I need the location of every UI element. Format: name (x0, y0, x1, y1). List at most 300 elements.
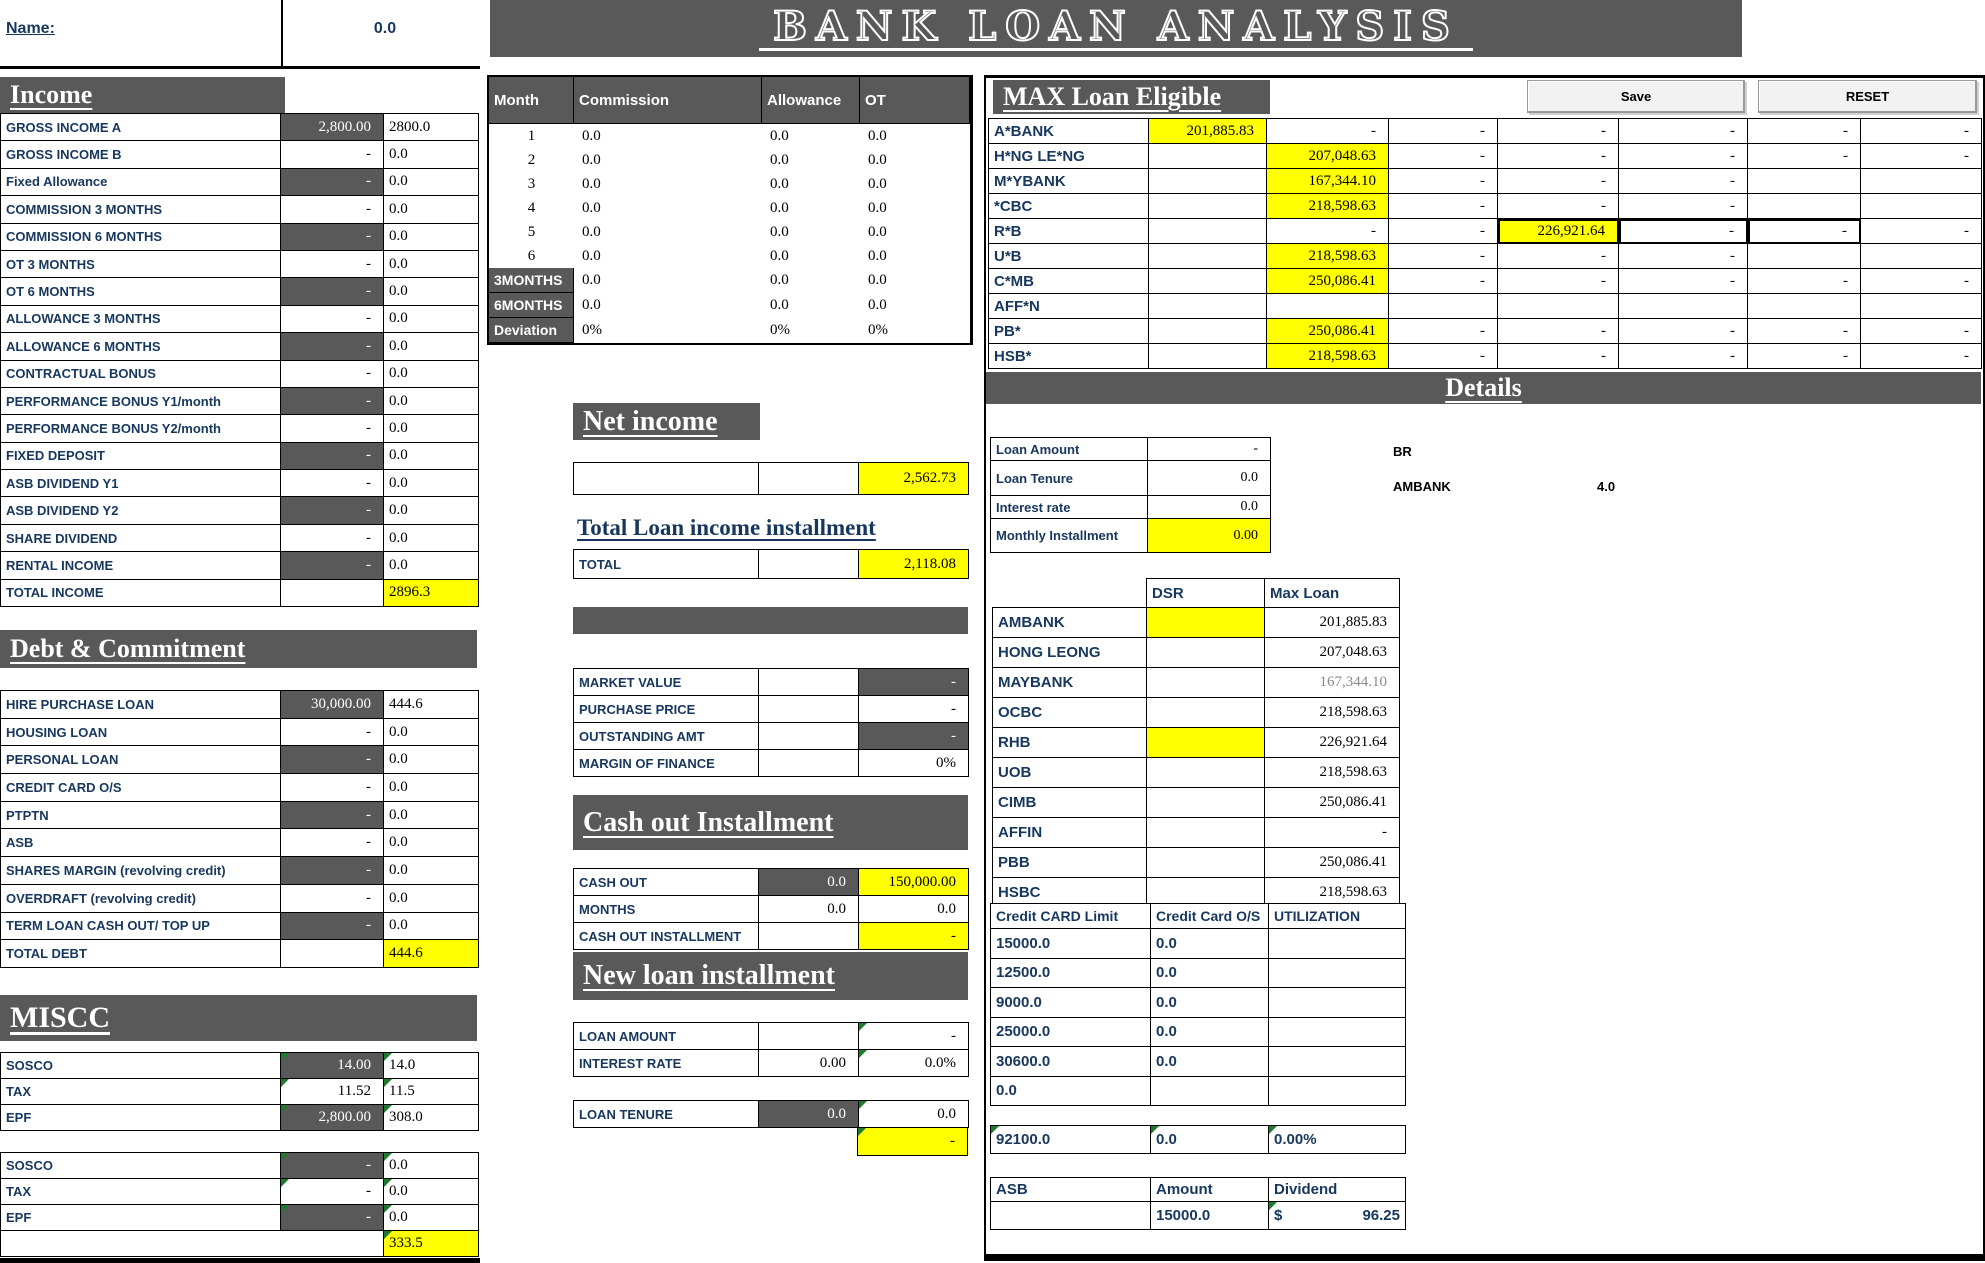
income-value-cell[interactable]: 0.0 (384, 361, 479, 388)
bank-eligibility-cell[interactable]: - (1389, 219, 1498, 244)
miscc-row-label (1, 1231, 384, 1257)
debt-row-label: SHARES MARGIN (revolving credit) (1, 857, 281, 885)
debt-value-cell[interactable]: 0.0 (384, 913, 479, 941)
income-value-cell[interactable]: 2800.0 (384, 114, 479, 141)
bank-eligibility-cell[interactable]: - (1619, 219, 1748, 244)
month-value-cell[interactable]: 0.0 (868, 199, 887, 216)
income-input-cell[interactable]: - (281, 497, 384, 524)
aggregate-value-cell[interactable]: 0% (770, 322, 790, 338)
credit-card-total-limit[interactable]: 92100.0 (991, 1126, 1151, 1154)
credit-card-cell[interactable] (1269, 1077, 1406, 1107)
debt-value-cell[interactable]: 0.0 (384, 746, 479, 774)
debt-input-cell[interactable]: - (281, 829, 384, 857)
income-value-cell[interactable]: 0.0 (384, 525, 479, 552)
dsr-value-cell[interactable] (1147, 668, 1265, 698)
bank-row-name: M*YBANK (989, 169, 1149, 194)
name-label: Name: (6, 20, 55, 37)
dsr-value-cell[interactable] (1147, 788, 1265, 818)
miscc-input-cell[interactable]: 11.52 (281, 1079, 384, 1105)
bank-eligibility-cell[interactable]: 207,048.63 (1267, 144, 1389, 169)
dsr-value-cell[interactable] (1147, 638, 1265, 668)
dsr-value-cell[interactable] (1147, 818, 1265, 848)
miscc-input-cell[interactable]: - (281, 1179, 384, 1205)
dsr-value-cell[interactable] (1147, 848, 1265, 878)
bank-eligibility-cell[interactable]: - (1498, 244, 1619, 269)
bank-eligibility-cell[interactable] (1389, 294, 1498, 319)
details-table (990, 437, 1271, 553)
cash-out-value-cell[interactable]: - (859, 923, 969, 950)
month-value-cell[interactable]: 0.0 (582, 199, 601, 216)
details-value-cell[interactable]: - (1148, 438, 1271, 461)
income-row-label: RENTAL INCOME (1, 552, 281, 579)
bank-eligibility-cell[interactable] (1748, 294, 1861, 319)
max-loan-value-cell[interactable]: 218,598.63 (1265, 698, 1400, 728)
income-row-label: OT 6 MONTHS (1, 278, 281, 305)
bank-eligibility-cell[interactable]: 218,598.63 (1267, 244, 1389, 269)
bank-eligibility-cell[interactable] (1149, 219, 1267, 244)
bank-eligibility-cell[interactable]: - (1619, 344, 1748, 369)
aggregate-value-cell[interactable]: 0.0 (770, 272, 789, 288)
month-value-cell[interactable]: 0.0 (868, 151, 887, 168)
credit-card-cell[interactable]: 12500.0 (991, 959, 1151, 989)
property-mid-cell[interactable] (759, 696, 859, 723)
bank-eligibility-cell[interactable] (1861, 244, 1982, 269)
credit-card-cell[interactable]: 0.0 (1151, 1047, 1269, 1077)
debt-row-label: CREDIT CARD O/S (1, 774, 281, 802)
bank-eligibility-cell[interactable] (1619, 294, 1748, 319)
income-input-cell[interactable] (281, 580, 384, 607)
month-value-cell[interactable]: 0.0 (770, 199, 789, 216)
income-row-label: SHARE DIVIDEND (1, 525, 281, 552)
income-section-title: Income (10, 80, 93, 109)
bank-eligibility-cell[interactable] (1149, 294, 1267, 319)
dsr-value-cell[interactable] (1147, 758, 1265, 788)
max-loan-value-cell[interactable]: 250,086.41 (1265, 848, 1400, 878)
property-row-label: MARGIN OF FINANCE (574, 750, 759, 777)
credit-card-cell[interactable] (1269, 988, 1406, 1018)
income-value-cell[interactable]: 0.0 (384, 415, 479, 442)
miscc-row-label: TAX (1, 1179, 281, 1205)
debt-value-cell[interactable]: 444.6 (384, 691, 479, 719)
property-value-cell[interactable]: 0% (859, 750, 969, 777)
debt-input-cell[interactable]: - (281, 746, 384, 774)
credit-card-cell[interactable]: 0.0 (1151, 988, 1269, 1018)
bank-eligibility-cell[interactable]: - (1619, 194, 1748, 219)
credit-card-cell[interactable] (1151, 1077, 1269, 1107)
cash-out-value-cell[interactable]: 0.0 (859, 896, 969, 923)
month-value-cell[interactable]: 0.0 (868, 127, 887, 144)
aggregate-value-cell[interactable]: 0% (582, 322, 602, 338)
bank-eligibility-cell[interactable]: - (1267, 219, 1389, 244)
bank-eligibility-cell[interactable]: - (1389, 319, 1498, 344)
bank-eligibility-cell[interactable]: - (1748, 319, 1861, 344)
details-row-label: Interest rate (991, 496, 1148, 519)
credit-card-cell[interactable]: 9000.0 (991, 988, 1151, 1018)
net-income-cell-1[interactable] (574, 463, 759, 495)
bank-eligibility-cell[interactable]: 201,885.83 (1149, 119, 1267, 144)
month-col-header: Month (489, 77, 574, 124)
bank-eligibility-cell[interactable] (1149, 144, 1267, 169)
asb-header: ASB (991, 1178, 1151, 1202)
property-row-label: OUTSTANDING AMT (574, 723, 759, 750)
month-value-cell[interactable]: 0.0 (582, 175, 601, 192)
cash-out-row-label: MONTHS (574, 896, 759, 923)
bank-eligibility-cell[interactable]: - (1389, 344, 1498, 369)
income-value-cell[interactable]: 0.0 (384, 141, 479, 168)
new-loan-installment-result[interactable]: - (857, 1127, 968, 1156)
income-row-label: Fixed Allowance (1, 169, 281, 196)
bank-eligibility-cell[interactable]: - (1498, 194, 1619, 219)
income-value-cell[interactable]: 0.0 (384, 470, 479, 497)
bank-eligibility-cell[interactable]: - (1389, 244, 1498, 269)
month-number: 3 (527, 175, 536, 192)
bank-eligibility-cell[interactable] (1149, 319, 1267, 344)
total-loan-income-title: Total Loan income installment (577, 515, 876, 540)
asb-amount-value[interactable]: 15000.0 (1151, 1202, 1269, 1230)
bank-eligibility-cell[interactable]: - (1861, 144, 1982, 169)
month-number: 1 (527, 127, 536, 144)
property-value-cell[interactable]: - (859, 723, 969, 750)
bank-eligibility-cell[interactable]: - (1748, 269, 1861, 294)
property-mid-cell[interactable] (759, 669, 859, 696)
income-row-label: PERFORMANCE BONUS Y2/month (1, 415, 281, 442)
cash-out-mid-cell[interactable]: 0.0 (759, 896, 859, 923)
income-value-cell[interactable]: 0.0 (384, 278, 479, 305)
new-loan-value-cell[interactable]: 0.0% (859, 1050, 969, 1077)
debt-input-cell[interactable]: - (281, 857, 384, 885)
bank-eligibility-cell[interactable]: - (1498, 119, 1619, 144)
month-value-cell[interactable]: 0.0 (582, 127, 601, 144)
aggregate-value-cell[interactable]: 0% (868, 322, 888, 338)
miscc-section-title: MISCC (10, 1001, 111, 1034)
month-value-cell[interactable]: 0.0 (582, 151, 601, 168)
bank-eligibility-cell[interactable] (1748, 194, 1861, 219)
reset-button[interactable]: RESET (1758, 80, 1977, 113)
miscc-value-cell[interactable]: 14.0 (384, 1053, 479, 1079)
details-bank-name: AMBANK (1393, 479, 1451, 494)
left-bottom-border (0, 1258, 480, 1263)
aggregate-value-cell[interactable]: 0.0 (868, 297, 887, 313)
new-loan-value-cell[interactable]: - (859, 1023, 969, 1050)
credit-card-cell[interactable] (1269, 929, 1406, 959)
bank-eligibility-cell[interactable]: - (1498, 169, 1619, 194)
debt-input-cell[interactable] (281, 940, 384, 968)
bank-eligibility-cell[interactable]: 218,598.63 (1267, 344, 1389, 369)
details-section-header (986, 372, 1981, 404)
credit-card-col-header: Credit CARD Limit (991, 904, 1151, 929)
month-value-cell[interactable]: 0.0 (770, 223, 789, 240)
details-value-cell[interactable]: 0.0 (1148, 461, 1271, 496)
month-value-cell[interactable]: 0.0 (582, 223, 601, 240)
cash-out-value-cell[interactable]: 150,000.00 (859, 869, 969, 896)
credit-card-table (990, 903, 1406, 1106)
miscc-value-cell[interactable]: 308.0 (384, 1105, 479, 1131)
income-input-cell[interactable]: - (281, 361, 384, 388)
credit-card-utilization[interactable]: 0.00% (1269, 1126, 1406, 1154)
bank-eligibility-cell[interactable]: - (1861, 344, 1982, 369)
income-input-cell[interactable]: - (281, 251, 384, 278)
bank-eligibility-cell[interactable] (1149, 194, 1267, 219)
total-cell-2[interactable] (759, 550, 859, 579)
bank-eligibility-cell[interactable] (1267, 294, 1389, 319)
credit-card-cell[interactable] (1269, 1047, 1406, 1077)
credit-card-cell[interactable]: 25000.0 (991, 1018, 1151, 1048)
aggregate-value-cell[interactable]: 0.0 (582, 272, 601, 288)
asb-dividend-value[interactable] (1269, 1202, 1406, 1230)
save-button[interactable]: Save (1527, 80, 1745, 113)
bank-eligibility-cell[interactable]: - (1748, 119, 1861, 144)
debt-input-cell[interactable]: - (281, 802, 384, 830)
income-input-cell[interactable]: - (281, 278, 384, 305)
bank-eligibility-cell[interactable] (1149, 344, 1267, 369)
month-value-cell[interactable]: 0.0 (868, 223, 887, 240)
max-loan-value-cell[interactable]: 167,344.10 (1265, 668, 1400, 698)
debt-input-cell[interactable]: - (281, 774, 384, 802)
bank-eligibility-cell[interactable]: - (1619, 244, 1748, 269)
dsr-bank-name: PBB (992, 848, 1147, 878)
bank-eligibility-cell[interactable]: - (1619, 319, 1748, 344)
bank-eligibility-cell[interactable] (1149, 269, 1267, 294)
bank-eligibility-cell[interactable] (1861, 169, 1982, 194)
max-loan-value-cell[interactable]: 218,598.63 (1265, 758, 1400, 788)
credit-card-cell[interactable] (1269, 959, 1406, 989)
property-mid-cell[interactable] (759, 723, 859, 750)
bank-eligibility-cell[interactable]: - (1389, 269, 1498, 294)
debt-value-cell[interactable]: 0.0 (384, 802, 479, 830)
loan-tenure-input[interactable]: 0.0 (759, 1101, 859, 1128)
miscc-input-cell[interactable]: - (281, 1205, 384, 1231)
income-value-cell[interactable]: 0.0 (384, 169, 479, 196)
debt-input-cell[interactable]: - (281, 913, 384, 941)
asb-dividend-amount: 96.25 (1362, 1207, 1400, 1224)
debt-input-cell[interactable]: - (281, 885, 384, 913)
debt-value-cell[interactable]: 0.0 (384, 719, 479, 747)
miscc-value-cell[interactable]: 0.0 (384, 1205, 479, 1231)
income-value-cell[interactable]: 0.0 (384, 306, 479, 333)
debt-value-cell[interactable]: 0.0 (384, 857, 479, 885)
bank-eligibility-cell[interactable]: 250,086.41 (1267, 269, 1389, 294)
credit-card-cell[interactable]: 0.0 (1151, 1018, 1269, 1048)
income-input-cell[interactable]: 2,800.00 (281, 114, 384, 141)
property-mid-cell[interactable] (759, 750, 859, 777)
debt-row-label: TERM LOAN CASH OUT/ TOP UP (1, 913, 281, 941)
income-value-cell[interactable]: 0.0 (384, 443, 479, 470)
debt-value-cell[interactable]: 0.0 (384, 829, 479, 857)
miscc-value-cell[interactable]: 0.0 (384, 1179, 479, 1205)
income-input-cell[interactable]: - (281, 224, 384, 251)
month-value-cell[interactable]: 0.0 (582, 247, 601, 264)
details-row-label: Loan Amount (991, 438, 1148, 461)
credit-card-cell[interactable] (1269, 1018, 1406, 1048)
bank-eligibility-cell[interactable]: 250,086.41 (1267, 319, 1389, 344)
credit-card-col-header: UTILIZATION (1269, 904, 1406, 929)
bank-eligibility-cell[interactable]: - (1619, 269, 1748, 294)
credit-card-cell[interactable]: 0.0 (1151, 929, 1269, 959)
total-label: TOTAL (574, 550, 759, 579)
debt-row-label: PERSONAL LOAN (1, 746, 281, 774)
credit-card-cell[interactable]: 30600.0 (991, 1047, 1151, 1077)
max-loan-value-cell[interactable]: 218,598.63 (1265, 878, 1400, 908)
br-label: BR (1393, 444, 1412, 459)
miscc-row-label: EPF (1, 1105, 281, 1131)
net-income-cell-2[interactable] (759, 463, 859, 495)
dsr-value-cell[interactable] (1147, 728, 1265, 758)
bank-eligibility-cell[interactable]: - (1861, 319, 1982, 344)
bank-eligibility-cell[interactable] (1149, 169, 1267, 194)
asb-dividend-header: Dividend (1269, 1178, 1406, 1202)
debt-value-cell[interactable]: 0.0 (384, 885, 479, 913)
bank-eligibility-cell[interactable]: - (1389, 169, 1498, 194)
aggregate-value-cell[interactable]: 0.0 (770, 297, 789, 313)
income-table (0, 113, 479, 607)
property-value-cell[interactable]: - (859, 696, 969, 723)
miscc-value-cell[interactable]: 333.5 (384, 1231, 479, 1257)
income-value-cell[interactable]: 0.0 (384, 333, 479, 360)
income-input-cell[interactable]: - (281, 306, 384, 333)
max-loan-value-cell[interactable]: - (1265, 818, 1400, 848)
month-value-cell[interactable]: 0.0 (770, 175, 789, 192)
bank-eligibility-cell[interactable]: - (1498, 269, 1619, 294)
bank-eligibility-cell[interactable]: - (1498, 319, 1619, 344)
max-loan-title: MAX Loan Eligible (1003, 82, 1222, 111)
income-value-cell[interactable]: 0.0 (384, 251, 479, 278)
month-value-cell[interactable]: 0.0 (868, 247, 887, 264)
bank-eligibility-cell[interactable] (1748, 244, 1861, 269)
property-value-cell[interactable]: - (859, 669, 969, 696)
bank-eligibility-cell[interactable]: - (1498, 344, 1619, 369)
credit-card-cell[interactable]: 15000.0 (991, 929, 1151, 959)
max-loan-value-cell[interactable]: 207,048.63 (1265, 638, 1400, 668)
month-value-cell[interactable]: 0.0 (770, 151, 789, 168)
income-input-cell[interactable]: - (281, 333, 384, 360)
total-loan-income-row (573, 549, 969, 579)
debt-value-cell[interactable]: 0.0 (384, 774, 479, 802)
debt-value-cell[interactable]: 444.6 (384, 940, 479, 968)
income-input-cell[interactable]: - (281, 196, 384, 223)
month-number: 4 (527, 199, 536, 216)
max-loan-value-cell[interactable]: 226,921.64 (1265, 728, 1400, 758)
income-input-cell[interactable]: - (281, 552, 384, 579)
cash-out-mid-cell[interactable]: 0.0 (759, 869, 859, 896)
miscc-input-cell[interactable]: - (281, 1153, 384, 1179)
bank-eligibility-cell[interactable]: - (1389, 119, 1498, 144)
bank-eligibility-cell[interactable]: - (1619, 169, 1748, 194)
asb-dividend-symbol: $ (1274, 1207, 1283, 1224)
debt-input-cell[interactable]: 30,000.00 (281, 691, 384, 719)
bank-eligibility-cell[interactable]: - (1861, 119, 1982, 144)
income-row-label: ASB DIVIDEND Y1 (1, 470, 281, 497)
miscc-input-cell[interactable]: 2,800.00 (281, 1105, 384, 1131)
loan-tenure-value[interactable]: 0.0 (859, 1101, 969, 1128)
dsr-value-cell[interactable] (1147, 698, 1265, 728)
month-value-cell[interactable]: 0.0 (770, 247, 789, 264)
income-value-cell[interactable]: 0.0 (384, 224, 479, 251)
cash-out-mid-cell[interactable] (759, 923, 859, 950)
max-loan-col-header: Max Loan (1265, 578, 1400, 608)
max-loan-section-header (993, 80, 1270, 114)
max-loan-value-cell[interactable]: 250,086.41 (1265, 788, 1400, 818)
bank-eligibility-cell[interactable]: - (1267, 119, 1389, 144)
income-input-cell[interactable]: - (281, 443, 384, 470)
bank-eligibility-cell[interactable]: - (1619, 119, 1748, 144)
bank-eligibility-cell[interactable]: 218,598.63 (1267, 194, 1389, 219)
month-value-cell[interactable]: 0.0 (770, 127, 789, 144)
miscc-table-2 (0, 1152, 479, 1257)
credit-card-total-os[interactable]: 0.0 (1151, 1126, 1269, 1154)
income-row-label: OT 3 MONTHS (1, 251, 281, 278)
property-row-label: MARKET VALUE (574, 669, 759, 696)
total-loan-income-value[interactable]: 2,118.08 (859, 550, 969, 579)
credit-card-cell[interactable]: 0.0 (1151, 959, 1269, 989)
new-loan-mid-cell[interactable] (759, 1023, 859, 1050)
income-value-cell[interactable]: 2896.3 (384, 580, 479, 607)
income-input-cell[interactable]: - (281, 470, 384, 497)
income-input-cell[interactable]: - (281, 415, 384, 442)
new-loan-mid-cell[interactable]: 0.00 (759, 1050, 859, 1077)
income-input-cell[interactable]: - (281, 388, 384, 415)
income-value-cell[interactable]: 0.0 (384, 196, 479, 223)
income-input-cell[interactable]: - (281, 169, 384, 196)
bank-eligibility-cell[interactable]: - (1861, 269, 1982, 294)
dsr-value-cell[interactable] (1147, 608, 1265, 638)
bank-eligibility-cell[interactable] (1149, 244, 1267, 269)
property-row-label: PURCHASE PRICE (574, 696, 759, 723)
bank-eligibility-cell[interactable]: 226,921.64 (1498, 219, 1619, 244)
aggregate-value-cell[interactable]: 0.0 (868, 272, 887, 288)
bank-eligibility-cell[interactable]: - (1498, 144, 1619, 169)
income-value-cell[interactable]: 0.0 (384, 388, 479, 415)
bank-eligibility-cell[interactable] (1861, 294, 1982, 319)
miscc-value-cell[interactable]: 11.5 (384, 1079, 479, 1105)
bank-eligibility-cell[interactable] (1498, 294, 1619, 319)
bank-eligibility-cell[interactable]: - (1748, 344, 1861, 369)
bank-eligibility-cell[interactable]: - (1389, 194, 1498, 219)
month-value-cell[interactable]: 0.0 (868, 175, 887, 192)
income-input-cell[interactable]: - (281, 525, 384, 552)
bank-eligibility-cell[interactable] (1748, 169, 1861, 194)
aggregate-value-cell[interactable]: 0.0 (582, 297, 601, 313)
bank-eligibility-cell[interactable]: - (1748, 144, 1861, 169)
bank-eligibility-cell[interactable]: - (1389, 144, 1498, 169)
bank-eligibility-cell[interactable]: 167,344.10 (1267, 169, 1389, 194)
bank-eligibility-cell[interactable]: - (1861, 219, 1982, 244)
net-income-row (573, 462, 969, 495)
income-value-cell[interactable]: 0.0 (384, 552, 479, 579)
details-value-cell[interactable]: 0.0 (1148, 496, 1271, 519)
details-value-cell[interactable]: 0.00 (1148, 519, 1271, 553)
bank-eligibility-cell[interactable]: - (1619, 144, 1748, 169)
income-value-cell[interactable]: 0.0 (384, 497, 479, 524)
bank-row-name: A*BANK (989, 119, 1149, 144)
net-income-value[interactable]: 2,562.73 (859, 463, 969, 495)
income-row-label: ALLOWANCE 6 MONTHS (1, 333, 281, 360)
bank-eligibility-cell[interactable] (1861, 194, 1982, 219)
max-loan-value-cell[interactable]: 201,885.83 (1265, 608, 1400, 638)
name-value-cell[interactable]: 0.0 (373, 20, 397, 37)
asb-name-cell[interactable] (991, 1202, 1151, 1230)
miscc-input-cell[interactable]: 14.00 (281, 1053, 384, 1079)
debt-input-cell[interactable]: - (281, 719, 384, 747)
income-row-label: CONTRACTUAL BONUS (1, 361, 281, 388)
income-input-cell[interactable]: - (281, 141, 384, 168)
miscc-value-cell[interactable]: 0.0 (384, 1153, 479, 1179)
month-col-header: Commission (574, 77, 762, 124)
cash-out-table (573, 868, 969, 950)
credit-card-cell[interactable]: 0.0 (991, 1077, 1151, 1107)
dsr-bank-name: HONG LEONG (992, 638, 1147, 668)
bank-eligibility-cell[interactable]: - (1748, 219, 1861, 244)
bank-row-name: PB* (989, 319, 1149, 344)
